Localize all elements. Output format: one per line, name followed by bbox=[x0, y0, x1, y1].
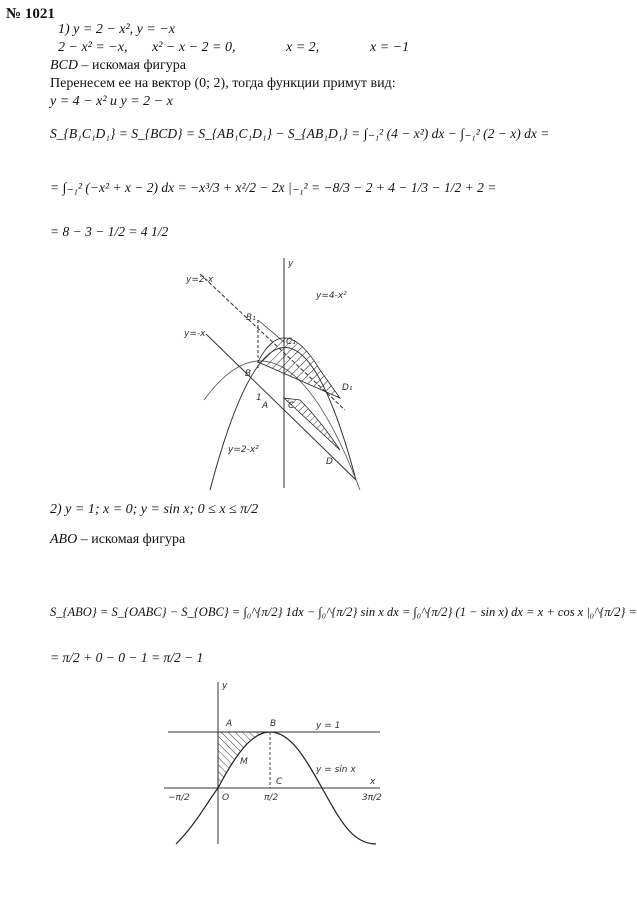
graph2-tick-left: −π/2 bbox=[168, 793, 190, 803]
part1-eq-c: x = 2, bbox=[286, 40, 320, 55]
part1-eq-d: x = −1 bbox=[370, 40, 410, 55]
part1-line1: 1) y = 2 − x², y = −x bbox=[58, 22, 176, 37]
graph2-label-y-one: y = 1 bbox=[316, 721, 341, 731]
graph1-label-y-line: y=2-x bbox=[186, 275, 214, 285]
graph1-label-axis-y: y bbox=[288, 259, 294, 269]
graph2-label-y-sin: y = sin x bbox=[316, 765, 356, 775]
graph2-label-a: A bbox=[226, 719, 233, 729]
graph1-region-top bbox=[258, 338, 340, 398]
graph2-tick-mid: π/2 bbox=[264, 793, 279, 803]
graph-1 bbox=[0, 250, 557, 490]
graph1-label-one: 1 bbox=[256, 393, 262, 403]
part1-eq-b: x² − x − 2 = 0, bbox=[152, 40, 236, 55]
part2-figure-name: ABO bbox=[50, 532, 78, 547]
graph2-label-axis-x: x bbox=[370, 777, 376, 787]
graph1-label-d1: D₁ bbox=[342, 383, 353, 393]
part1-figure-name: BCD bbox=[50, 58, 78, 73]
part2-formula-1: S_{ABO} = S_{OABC} − S_{OBC} = ∫₀^{π/2} 1dx − ∫₀^{π/2} sin x dx = ∫₀^{π/2} (1 − sin x) dx = x + cos x |₀^{π/2} = bbox=[50, 605, 637, 619]
graph2-label-m: M bbox=[240, 757, 248, 767]
part1-formula-3: = 8 − 3 − 1/2 = 4 1/2 bbox=[50, 224, 169, 239]
part2-line1: 2) y = 1; x = 0; y = sin x; 0 ≤ x ≤ π/2 bbox=[50, 502, 259, 517]
graph1-label-y-neg: y=-x bbox=[184, 329, 206, 339]
part1-figure-text: – искомая фигура bbox=[78, 58, 186, 73]
graph1-label-d: D bbox=[326, 457, 333, 467]
part1-formula-1: S_{B₁C₁D₁} = S_{BCD} = S_{AB₁C₁D₁} − S_{AB₁D₁} = ∫₋₁² (4 − x²) dx − ∫₋₁² (2 − x) dx = bbox=[50, 126, 550, 141]
graph1-label-a: A bbox=[262, 401, 269, 411]
part1-new-functions: y = 4 − x² и y = 2 − x bbox=[50, 94, 173, 109]
graph2-label-axis-y: y bbox=[222, 681, 228, 691]
graph1-parabola-mid bbox=[204, 361, 360, 490]
graph-2 bbox=[0, 674, 557, 874]
graph1-label-y-top: y=4-x² bbox=[316, 291, 347, 301]
problem-number: № 1021 bbox=[6, 6, 55, 22]
graph1-label-c: C bbox=[288, 401, 295, 411]
part1-formula-2: = ∫₋₁² (−x² + x − 2) dx = −x³/3 + x²/2 − 2x |₋₁² = −8/3 − 2 + 4 − 1/3 − 1/2 + 2 = bbox=[50, 180, 497, 195]
part1-shift-text: Перенесем ее на вектор (0; 2), тогда функции примут вид: bbox=[50, 76, 396, 91]
graph2-label-o: O bbox=[222, 793, 230, 803]
graph2-label-c: C bbox=[276, 777, 283, 787]
graph1-label-y-bottom: y=2-x² bbox=[228, 445, 259, 455]
part2-figure-line bbox=[50, 532, 185, 548]
graph1-label-b: B bbox=[245, 369, 252, 379]
graph1-label-c1: C₁ bbox=[286, 337, 296, 347]
part2-formula-2: = π/2 + 0 − 0 − 1 = π/2 − 1 bbox=[50, 650, 204, 665]
graph2-tick-right: 3π/2 bbox=[362, 793, 382, 803]
graph2-label-b: B bbox=[270, 719, 277, 729]
graph1-b1c1 bbox=[258, 320, 284, 342]
graph1-label-b1: B₁ bbox=[246, 313, 256, 323]
part1-eq-a: 2 − x² = −x, bbox=[58, 40, 128, 55]
part2-figure-text: – искомая фигура bbox=[77, 532, 186, 547]
part1-figure-line bbox=[50, 58, 186, 74]
